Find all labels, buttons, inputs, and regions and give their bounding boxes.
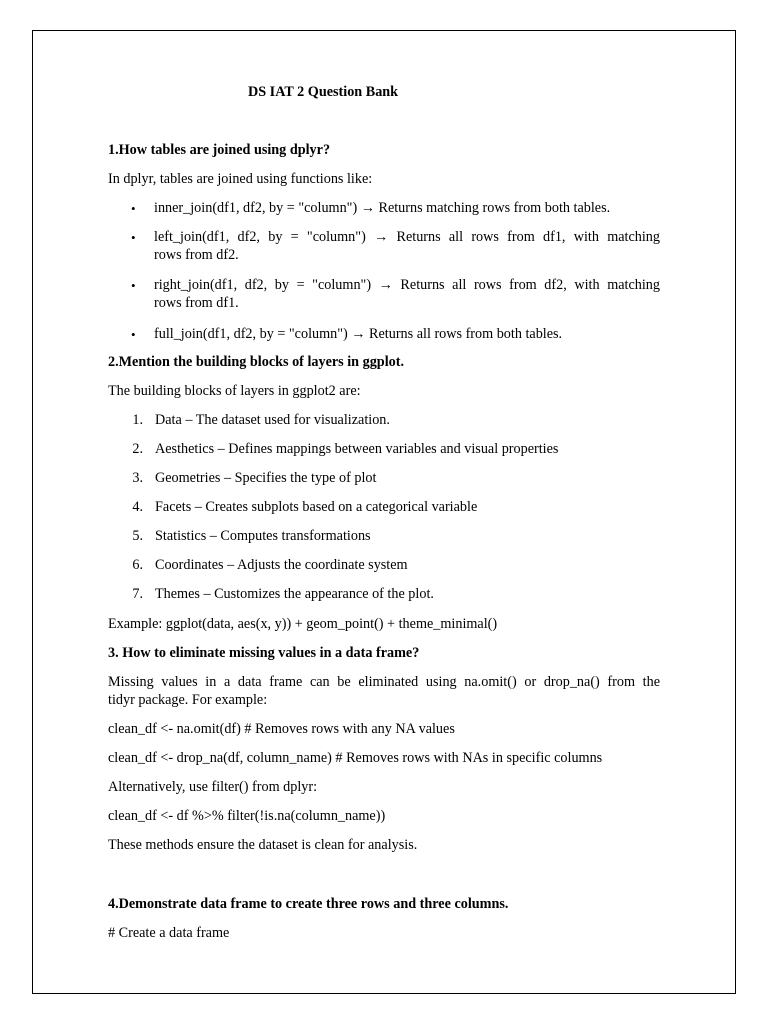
q2-item-7: Themes – Customizes the appearance of the plot. [155,586,434,602]
q2-item-1: Data – The dataset used for visualization. [155,412,390,428]
q2-heading: 2.Mention the building blocks of layers in ggplot. [108,354,405,370]
q2-item-2: Aesthetics – Defines mappings between variables and visual properties [155,441,559,457]
q1-bullet-2-cont: rows from df2. [154,247,239,263]
q1-bullet-3: right_join(df1, df2, by = "column") → Returns all rows from df2, with matching [154,277,660,293]
q2-item-6: Coordinates – Adjusts the coordinate system [155,557,408,573]
bullet-icon: • [131,278,136,293]
q2-example: Example: ggplot(data, aes(x, y)) + geom_point() + theme_minimal() [108,616,498,632]
q4-code-comment: # Create a data frame [108,925,230,941]
q1-heading: 1.How tables are joined using dplyr? [108,142,331,158]
document-title: DS IAT 2 Question Bank [248,84,399,100]
list-number: 6. [132,557,143,573]
q3-alternative: Alternatively, use filter() from dplyr: [108,779,318,795]
list-number: 7. [132,586,143,602]
list-number: 5. [132,528,143,544]
q2-item-5: Statistics – Computes transformations [155,528,371,544]
bullet-icon: • [131,201,136,216]
list-number: 2. [132,441,143,457]
q1-intro: In dplyr, tables are joined using functions like: [108,171,373,187]
q1-bullet-4: full_join(df1, df2, by = "column") → Returns all rows from both tables. [154,326,563,342]
q2-intro: The building blocks of layers in ggplot2 are: [108,383,361,399]
q1-bullet-3-cont: rows from df1. [154,295,239,311]
q3-code-3: clean_df <- df %>% filter(!is.na(column_name)) [108,808,386,824]
q1-bullet-1: inner_join(df1, df2, by = "column") → Returns matching rows from both tables. [154,200,611,216]
q1-bullet-2: left_join(df1, df2, by = "column") → Returns all rows from df1, with matching [154,229,660,245]
q3-paragraph-cont: tidyr package. For example: [108,692,268,708]
q3-closing: These methods ensure the dataset is clean for analysis. [108,837,418,853]
q3-heading: 3. How to eliminate missing values in a data frame? [108,645,420,661]
list-number: 4. [132,499,143,515]
bullet-icon: • [131,327,136,342]
list-number: 3. [132,470,143,486]
q2-item-4: Facets – Creates subplots based on a categorical variable [155,499,478,515]
q2-item-3: Geometries – Specifies the type of plot [155,470,377,486]
q4-heading: 4.Demonstrate data frame to create three rows and three columns. [108,896,509,912]
q3-paragraph: Missing values in a data frame can be eliminated using na.omit() or drop_na() from the [108,674,660,690]
q3-code-1: clean_df <- na.omit(df) # Removes rows with any NA values [108,721,455,737]
list-number: 1. [132,412,143,428]
q3-code-2: clean_df <- drop_na(df, column_name) # Removes rows with NAs in specific columns [108,750,603,766]
bullet-icon: • [131,230,136,245]
